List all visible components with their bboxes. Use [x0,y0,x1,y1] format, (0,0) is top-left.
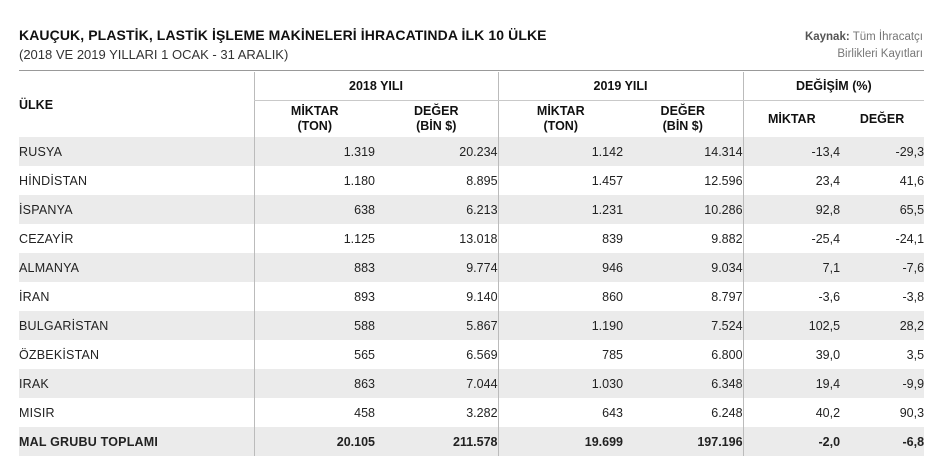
value-cell: 638 [254,195,375,224]
value-cell: 40,2 [743,398,840,427]
value-cell: 6.213 [375,195,498,224]
total-value: 20.105 [254,427,375,456]
value-cell: 1.231 [498,195,623,224]
value-cell: 1.030 [498,369,623,398]
table-row [19,224,924,253]
value-cell: 92,8 [743,195,840,224]
country-cell: ÖZBEKİSTAN [19,347,100,362]
table-row [19,137,924,166]
total-value: 197.196 [623,427,743,456]
export-table [19,72,924,456]
value-cell: 3,5 [906,347,925,362]
value-cell: 839 [498,224,623,253]
value-cell: -25,4 [743,224,840,253]
value-cell: 6.569 [466,347,498,362]
table-row [19,253,924,282]
table-row [19,311,924,340]
group-header-change: DEĞİŞİM (%) [743,72,924,101]
value-cell: 8.895 [466,173,498,188]
total-label: MAL GRUBU TOPLAMI [19,427,254,456]
value-cell: 7.044 [375,369,498,398]
value-cell: 565 [254,340,375,369]
value-cell: 5.867 [375,311,498,340]
value-cell: 10.286 [623,195,743,224]
value-cell: 13.018 [459,231,498,246]
value-cell: 860 [498,282,623,311]
value-cell: -7,6 [840,253,924,282]
value-cell: 41,6 [899,173,925,188]
source-line1: Tüm İhracatçı [852,31,923,43]
subheader-miktar-2019: MİKTAR (TON) [498,101,623,138]
country-cell: CEZAYİR [19,231,74,246]
table-row [19,282,924,311]
subheader-deger-2018: DEĞER (BİN $) [414,104,459,133]
source-line2: Birlikleri Kayıtları [837,48,923,60]
value-cell: 28,2 [840,311,924,340]
group-header-2019: 2019 YILI [498,72,743,101]
subheader-change-miktar: MİKTAR [743,101,840,138]
value-cell: 14.314 [623,137,743,166]
value-cell: 883 [254,253,375,282]
value-cell: 1.457 [498,166,623,195]
value-cell: 6.248 [711,405,743,420]
value-cell: 19,4 [743,369,840,398]
value-cell: 1.190 [498,311,623,340]
value-cell: 12.596 [704,173,743,188]
value-cell: 9.882 [711,231,743,246]
value-cell: 458 [254,398,375,427]
page-subtitle: (2018 VE 2019 YILLARI 1 OCAK - 31 ARALIK) [19,47,289,62]
value-cell: -24,1 [895,231,925,246]
value-cell: 90,3 [899,405,925,420]
source-label: Kaynak: [804,31,850,43]
value-cell: 893 [254,282,375,311]
country-cell: İSPANYA [19,195,254,224]
value-cell: 65,5 [840,195,924,224]
value-cell: 588 [254,311,375,340]
country-cell: IRAK [19,369,254,398]
value-cell: 9.774 [375,253,498,282]
table-row [19,398,924,427]
table-row [19,340,924,369]
country-cell: MISIR [19,405,55,420]
value-cell: 863 [254,369,375,398]
table-row [19,166,924,195]
country-column-header: ÜLKE [19,97,54,112]
value-cell: 785 [498,340,623,369]
value-cell: -29,3 [840,137,924,166]
value-cell: 23,4 [743,166,840,195]
top-divider [19,70,924,71]
value-cell: 9.034 [623,253,743,282]
value-cell: -3,8 [902,289,925,304]
table-row [19,195,924,224]
value-cell: 6.348 [623,369,743,398]
value-cell: 39,0 [743,340,840,369]
value-cell: 7,1 [743,253,840,282]
value-cell: 1.180 [254,166,375,195]
total-value: 211.578 [375,427,498,456]
value-cell: 20.234 [375,137,498,166]
total-value: -6,8 [840,427,924,456]
source-note [805,29,923,63]
value-cell: 102,5 [743,311,840,340]
subheader-deger-2019: DEĞER (BİN $) [660,104,705,133]
country-cell: RUSYA [19,137,254,166]
total-row [19,427,924,456]
table-row [19,369,924,398]
total-value: 19.699 [498,427,623,456]
subheader-change-deger: DEĞER [859,111,905,126]
page-title: KAUÇUK, PLASTİK, LASTİK İŞLEME MAKİNELERİ İHRACATINDA İLK 10 ÜLKE [19,27,547,43]
value-cell: 643 [498,398,623,427]
country-cell: İRAN [19,289,50,304]
value-cell: 1.319 [254,137,375,166]
value-cell: 1.142 [498,137,623,166]
value-cell: 6.800 [711,347,743,362]
value-cell: 946 [498,253,623,282]
report-header [19,27,923,67]
country-cell: ALMANYA [19,253,254,282]
total-value: -2,0 [743,427,840,456]
value-cell: 8.797 [711,289,743,304]
subheader-miktar-2018: MİKTAR (TON) [254,101,375,138]
value-cell: -13,4 [743,137,840,166]
value-cell: 3.282 [466,405,498,420]
value-cell: 1.125 [254,224,375,253]
country-cell: BULGARİSTAN [19,311,254,340]
value-cell: -9,9 [840,369,924,398]
value-cell: 9.140 [466,289,498,304]
value-cell: -3,6 [743,282,840,311]
group-header-2018: 2018 YILI [254,72,498,101]
value-cell: 7.524 [623,311,743,340]
country-cell: HİNDİSTAN [19,173,88,188]
